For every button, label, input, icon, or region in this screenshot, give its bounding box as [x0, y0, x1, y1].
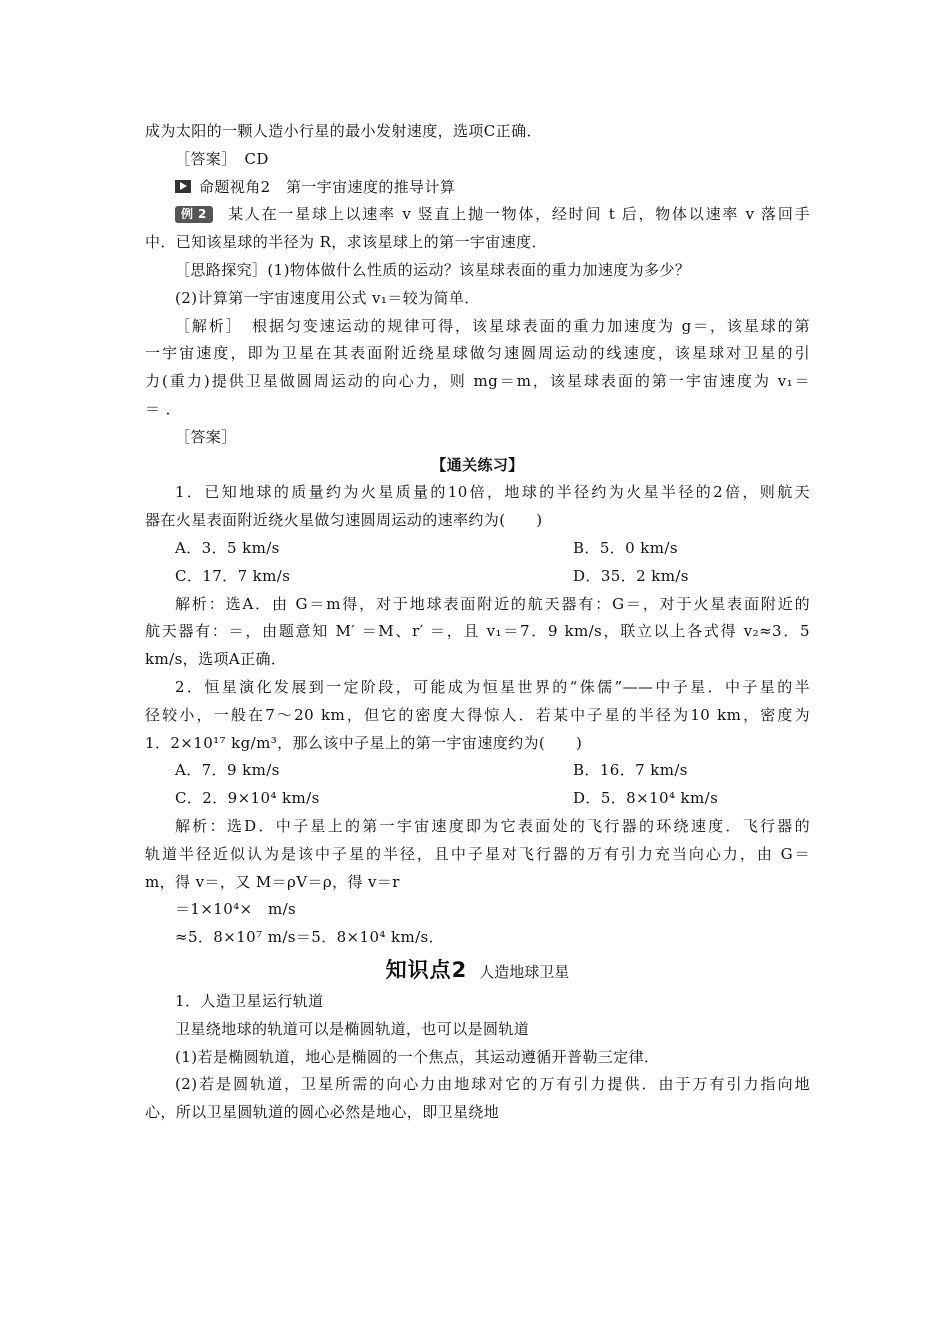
solution-line: 解析：选A．由 G＝m得，对于地球表面附近的航天器有：G＝，对于火星表面附近的: [175, 594, 810, 613]
section-heading: 命题视角2 第一宇宙速度的推导计算: [145, 174, 810, 202]
option-d: D．35．2 km/s: [573, 566, 689, 585]
text-line: 心，所以卫星圆轨道的圆心必然是地心，即卫星绕地: [145, 1103, 500, 1122]
example-badge: 例 2: [175, 206, 213, 223]
text-line: 轨道半径近似认为是该中子星的半径，且中子星对飞行器的万有引力充当向心力，由 G＝: [145, 844, 810, 863]
text-line: (2)若是圆轨道，卫星所需的向心力由地球对它的万有引力提供．由于万有引力指向地: [175, 1075, 810, 1094]
text-line: km/s，选项A正确．: [145, 650, 287, 669]
option-a: A．3．5 km/s: [175, 538, 280, 557]
solution-line: 解析：选D．中子星上的第一宇宙速度即为它表面处的飞行器的环绕速度．飞行器的: [175, 816, 810, 835]
knowledge-point-heading: [145, 952, 810, 988]
text-line: (2)计算第一宇宙速度用公式 v₁＝较为简单．: [175, 288, 480, 307]
text-line: 1．人造卫星运行轨道: [175, 991, 324, 1010]
text-line: ＝ ．: [145, 399, 181, 418]
practice-heading: 【通关练习】: [431, 455, 524, 474]
question-1: 1．已知地球的质量约为火星质量的10倍，地球的半径约为火星半径的2倍，则航天: [175, 483, 810, 502]
answer-line: ［答案］ CD: [175, 149, 269, 168]
option-c: C．17．7 km/s: [175, 566, 291, 585]
text-line: 成为太阳的一颗人造小行星的最小发射速度，选项C正确．: [145, 122, 542, 140]
knowledge-point-title: 人造地球卫星: [479, 962, 570, 981]
text-line: ［解析］ 根据匀变速运动的规律可得，该星球表面的重力加速度为 g＝，该星球的第: [175, 316, 810, 335]
text-line: 1．2×10¹⁷ kg/m³，那么该中子星上的第一宇宙速度约为( ): [145, 733, 583, 752]
play-triangle-icon: [175, 180, 191, 193]
option-b: B．5．0 km/s: [573, 538, 678, 557]
text-line: (1)若是椭圆轨道，地心是椭圆的一个焦点，其运动遵循开普勒三定律．: [175, 1047, 660, 1066]
text-line: ≈5．8×10⁷ m/s＝5．8×10⁴ km/s．: [175, 928, 445, 947]
options-row: [145, 535, 810, 563]
option-b: B．16．7 km/s: [573, 761, 688, 780]
text-line: 一宇宙速度，即为卫星在其表面附近绕星球做匀速圆周运动的线速度，该星球对卫星的引: [145, 344, 810, 363]
text-line: ＝1×10⁴× m/s: [175, 900, 297, 919]
answer-line: ［答案］: [175, 427, 237, 446]
knowledge-point-label: 知识点2: [385, 957, 468, 982]
question-2: 2．恒星演化发展到一定阶段，可能成为恒星世界的“侏儒”——中子星．中子星的半: [175, 677, 810, 696]
example-line: 例 2 某人在一星球上以速率 v 竖直上抛一物体，经时间 t 后，物体以速率 v 落回手: [145, 201, 810, 229]
text-line: 中．已知该星球的半径为 R，求该星球上的第一宇宙速度．: [145, 233, 547, 252]
options-row: [145, 757, 810, 785]
text-line: 力(重力)提供卫星做圆周运动的向心力，则 mg＝m，该星球表面的第一宇宙速度为 v₁＝: [145, 372, 810, 391]
option-d: D．5．8×10⁴ km/s: [573, 789, 719, 808]
option-c: C．2．9×10⁴ km/s: [175, 789, 320, 808]
text-line: 径较小，一般在7～20 km，但它的密度大得惊人．若某中子星的半径为10 km，密度为: [145, 705, 810, 724]
text-line: 器在火星表面附近绕火星做匀速圆周运动的速率约为( ): [145, 511, 543, 530]
text-line: 航天器有：＝，由题意知 M′ ＝M、r′ ＝，且 v₁＝7．9 km/s，联立以上各式得 v₂≈3．5: [145, 622, 810, 641]
text-line: ［思路探究］(1)物体做什么性质的运动？该星球表面的重力加速度为多少？: [175, 260, 691, 279]
text-line: m，得 v＝，又 M＝ρV＝ρ，得 v＝r: [145, 872, 400, 891]
page-content: [145, 118, 810, 1127]
text-line: 卫星绕地球的轨道可以是椭圆轨道，也可以是圆轨道: [175, 1019, 530, 1038]
options-row: [145, 563, 810, 591]
options-row: [145, 785, 810, 813]
option-a: A．7．9 km/s: [175, 761, 280, 780]
